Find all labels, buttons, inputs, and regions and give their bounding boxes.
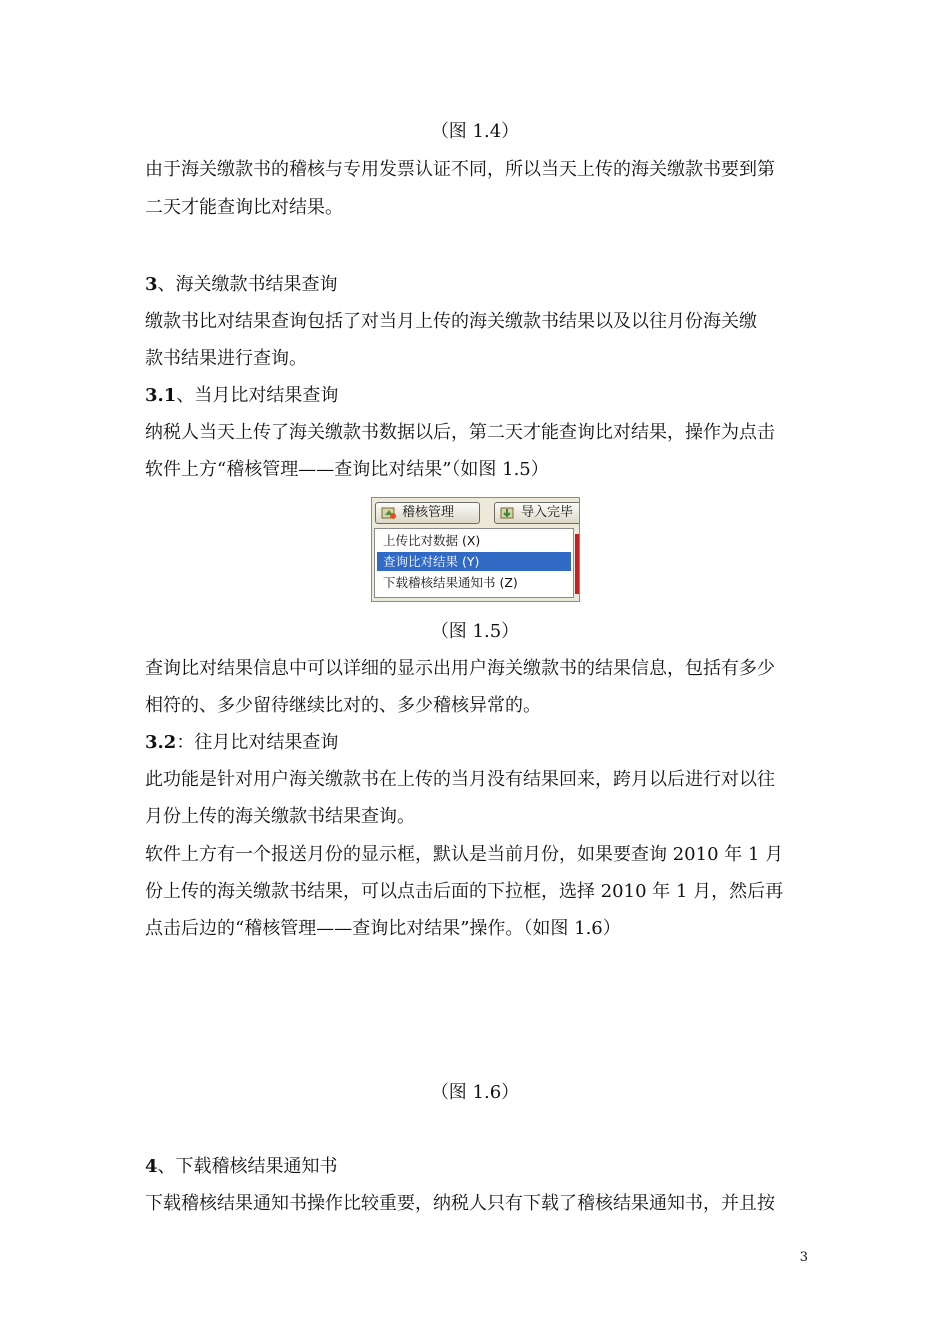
paragraph-line: 此功能是针对用户海关缴款书在上传的当月没有结果回来，跨月以后进行对以往 [145,769,775,790]
section-number: 3.1 [145,385,177,406]
paragraph-line: 二天才能查询比对结果。 [145,197,343,218]
section-title: 、海关缴款书结果查询 [157,274,338,295]
paragraph-line: 缴款书比对结果查询包括了对当月上传的海关缴款书结果以及以往月份海关缴 [145,311,757,332]
menu-item-query-compare-results[interactable]: 查询比对结果 (Y) [377,552,571,571]
paragraph-line: 纳税人当天上传了海关缴款书数据以后，第二天才能查询比对结果，操作为点击 [145,422,775,443]
section-heading-3 [145,273,338,297]
menu-item-download-audit-notice[interactable]: 下载稽核结果通知书 (Z) [383,575,518,590]
section-title: 、当月比对结果查询 [176,385,339,406]
paragraph-line: 软件上方“稽核管理——查询比对结果”（如图 1.5） [145,459,549,480]
paragraph-line: 相符的、多少留待继续比对的、多少稽核异常的。 [145,695,541,716]
section-number: 3 [145,274,158,295]
section-heading-3-2 [145,731,338,755]
paragraph-line: 查询比对结果信息中可以详细的显示出用户海关缴款书的结果信息，包括有多少 [145,658,775,679]
section-title: ：往月比对结果查询 [176,732,339,753]
audit-dropdown-menu [374,528,574,598]
paragraph-line: 月份上传的海关缴款书结果查询。 [145,806,415,827]
figure-1-5-screenshot [371,497,580,602]
background-window-edge [575,534,579,594]
import-complete-button[interactable] [494,502,580,524]
section-title: 、下载稽核结果通知书 [157,1156,338,1177]
section-heading-3-1 [145,384,338,408]
figure-caption-1-6: （图 1.6） [430,1082,520,1103]
section-heading-4 [145,1155,338,1179]
import-complete-label: 导入完毕 [521,505,574,520]
paragraph-line: 点击后边的“稽核管理——查询比对结果”操作。（如图 1.6） [145,918,621,939]
figure-caption-1-5: （图 1.5） [430,621,520,642]
audit-icon [381,506,397,520]
audit-management-label: 稽核管理 [402,505,455,520]
paragraph-line: 软件上方有一个报送月份的显示框，默认是当前月份，如果要查询 2010 年 1 月 [145,844,784,865]
menu-item-upload-compare-data[interactable]: 上传比对数据 (X) [383,533,481,548]
import-icon [500,506,516,520]
paragraph-line: 下载稽核结果通知书操作比较重要，纳税人只有下载了稽核结果通知书，并且按 [145,1193,775,1214]
page-number: 3 [799,1250,808,1265]
section-number: 3.2 [145,732,177,753]
audit-management-button[interactable] [375,502,480,524]
section-number: 4 [145,1156,158,1177]
figure-caption-1-4: （图 1.4） [430,121,520,142]
paragraph-line: 份上传的海关缴款书结果，可以点击后面的下拉框，选择 2010 年 1 月，然后再 [145,881,784,902]
paragraph-line: 款书结果进行查询。 [145,348,307,369]
paragraph-line: 由于海关缴款书的稽核与专用发票认证不同，所以当天上传的海关缴款书要到第 [145,159,775,180]
